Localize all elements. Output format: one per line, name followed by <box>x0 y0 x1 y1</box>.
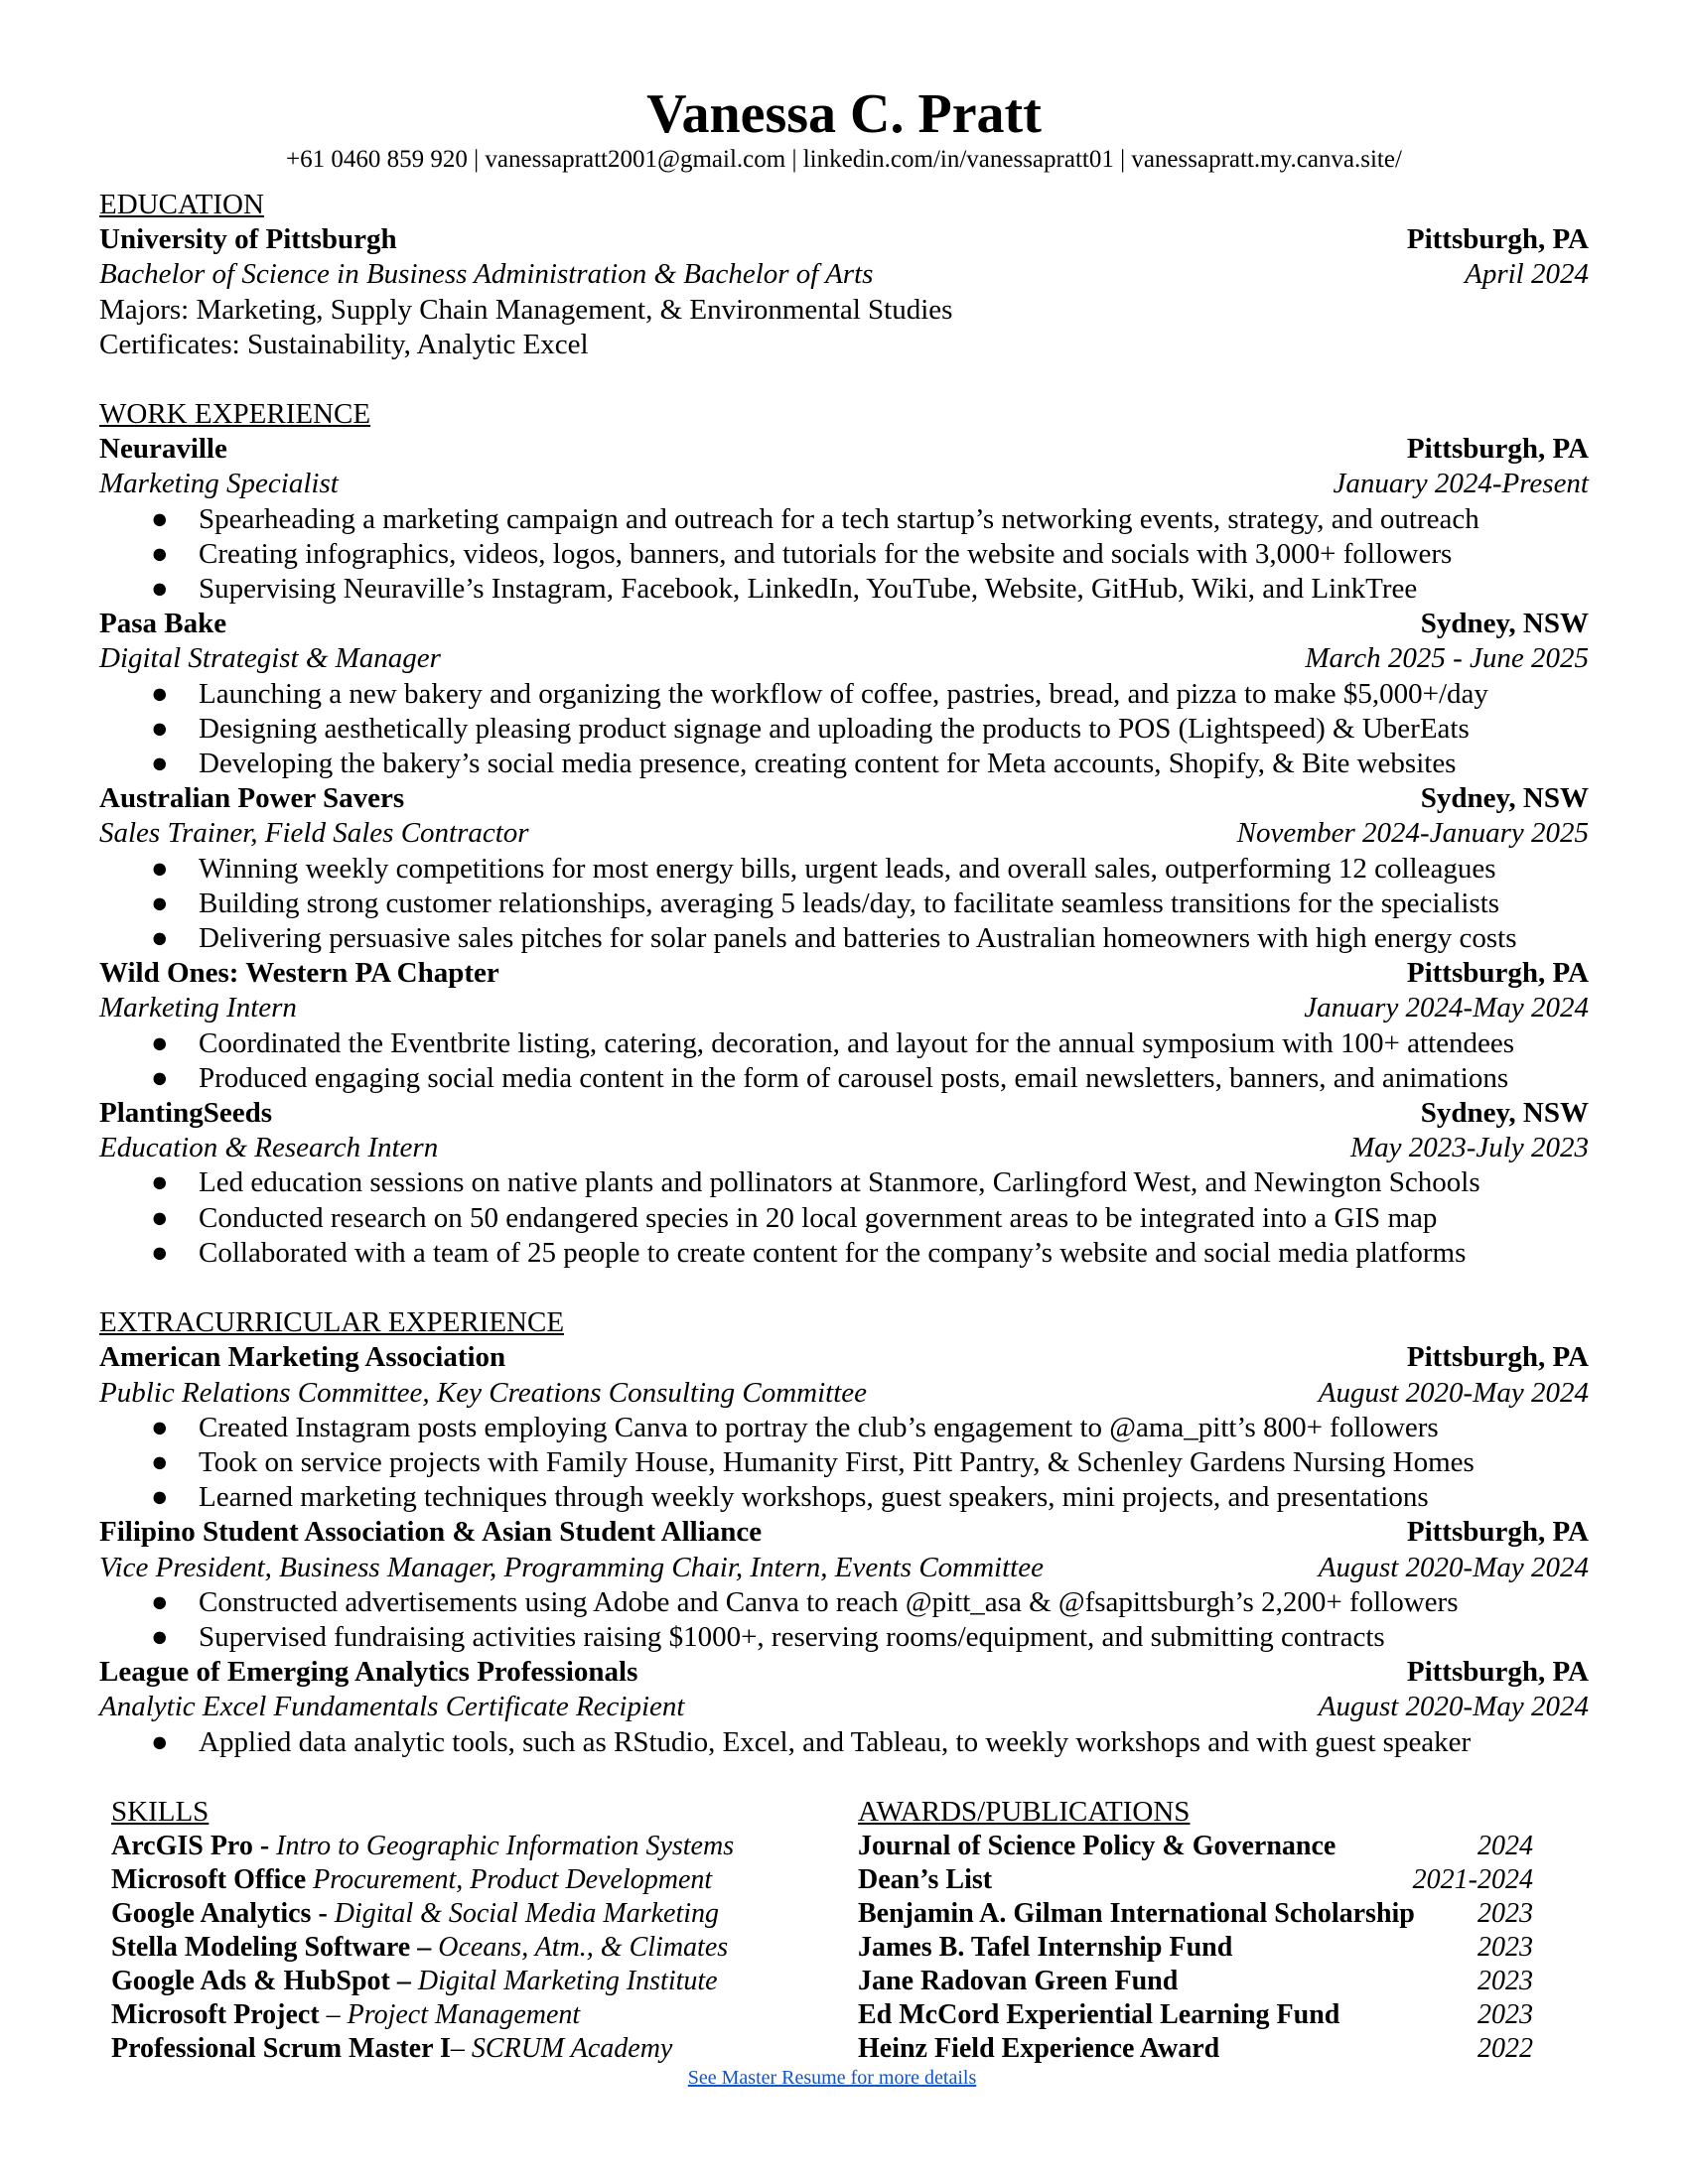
bullet-icon: ● <box>151 1166 169 1199</box>
school-location: Pittsburgh, PA <box>1406 223 1589 256</box>
bullet-text: Conducted research on 50 endangered species in 20 local government areas to be integrated into a GIS map <box>199 1201 1438 1234</box>
bullet-icon: ● <box>151 1026 169 1059</box>
education-org-row <box>99 222 1589 257</box>
bullet-text: Constructed advertisements using Adobe and Canva to reach @pitt_asa & @fsapittsburgh’s 2,200+ followers <box>199 1585 1459 1618</box>
school-name: University of Pittsburgh <box>99 223 397 256</box>
role-dates: August 2020-May 2024 <box>1318 1551 1589 1583</box>
candidate-name: Vanessa C. Pratt <box>646 83 1042 145</box>
entry-role-row <box>99 816 1589 851</box>
role-title: Digital Strategist & Manager <box>99 642 441 675</box>
entry-role-row <box>99 1551 1589 1585</box>
entry-role-row <box>99 991 1589 1025</box>
organization-name: American Marketing Association <box>99 1341 506 1374</box>
bullet-item <box>99 1026 1589 1061</box>
skill-item <box>111 1863 858 1897</box>
bullet-list <box>99 1026 1589 1096</box>
bullet-text: Produced engaging social media content in the form of carousel posts, email newsletters, banners, and animations <box>199 1061 1509 1094</box>
bullet-icon: ● <box>151 1725 169 1758</box>
section-spacer <box>99 362 1589 397</box>
bullet-item <box>99 1165 1589 1200</box>
bullet-text: Learned marketing techniques through weekly workshops, guest speakers, mini projects, and presentations <box>199 1481 1429 1514</box>
entry-org-row <box>99 1096 1589 1131</box>
bullet-icon: ● <box>151 1481 169 1514</box>
work-list <box>99 432 1589 1271</box>
education-degree-row <box>99 257 1589 292</box>
skill-name: Google Analytics - <box>111 1897 335 1929</box>
bullet-icon: ● <box>151 712 169 745</box>
section-spacer <box>99 1271 1589 1305</box>
extracurricular-list <box>99 1340 1589 1759</box>
bullet-item <box>99 747 1589 781</box>
award-item <box>858 1863 1563 1897</box>
bullet-icon: ● <box>151 748 169 780</box>
bullet-text: Took on service projects with Family House, Humanity First, Pitt Pantry, & Schenley Gardens Nursing Homes <box>199 1445 1475 1478</box>
award-name: Dean’s List <box>858 1863 993 1895</box>
skill-name: ArcGIS Pro - <box>111 1830 277 1861</box>
bullet-text: Created Instagram posts employing Canva to portray the club’s engagement to @ama_pitt’s 800+ followers <box>199 1411 1439 1443</box>
entry-role-row <box>99 1690 1589 1724</box>
entry-org-row <box>99 1340 1589 1375</box>
bullet-text: Collaborated with a team of 25 people to create content for the company’s website and social media platforms <box>199 1236 1467 1269</box>
bullet-item <box>99 502 1589 537</box>
role-dates: March 2025 - June 2025 <box>1305 642 1589 675</box>
work-heading: WORK EXPERIENCE <box>99 398 371 431</box>
skill-detail: Oceans, Atm., & Climates <box>438 1931 729 1963</box>
bullet-icon: ● <box>151 887 169 919</box>
skill-item <box>111 1965 858 1998</box>
bullet-text: Applied data analytic tools, such as RStudio, Excel, and Tableau, to weekly workshops and with guest speaker <box>199 1725 1472 1758</box>
entry-org-row <box>99 1515 1589 1550</box>
skill-item <box>111 1931 858 1965</box>
master-resume-link[interactable]: See Master Resume for more details <box>687 2066 977 2089</box>
skills-section <box>99 1795 858 2066</box>
skill-name: Stella Modeling Software – <box>111 1931 439 1963</box>
entry-org-row <box>99 781 1589 816</box>
awards-section <box>858 1795 1563 2066</box>
entry-role-row <box>99 1131 1589 1165</box>
skill-detail: Digital & Social Media Marketing <box>334 1897 720 1929</box>
bullet-text: Building strong customer relationships, averaging 5 leads/day, to facilitate seamless transitions for the specialists <box>199 887 1500 919</box>
entry-org-row <box>99 432 1589 467</box>
organization-location: Pittsburgh, PA <box>1406 433 1589 466</box>
award-year: 2023 <box>1477 1965 1533 1996</box>
bullet-list <box>99 1585 1589 1655</box>
awards-list <box>858 1830 1563 2066</box>
skill-name: Microsoft Office <box>111 1863 314 1895</box>
entry-org-row <box>99 607 1589 641</box>
role-title: Education & Research Intern <box>99 1132 439 1164</box>
skill-item <box>111 1998 858 2032</box>
bullet-icon: ● <box>151 1620 169 1653</box>
bullet-item <box>99 1725 1589 1760</box>
work-section <box>99 397 1589 1271</box>
degree: Bachelor of Science in Business Administration & Bachelor of Arts <box>99 258 874 291</box>
bullet-icon: ● <box>151 1585 169 1618</box>
skill-name: Google Ads & HubSpot – <box>111 1965 418 1996</box>
bullet-icon: ● <box>151 922 169 955</box>
award-name: Benjamin A. Gilman International Scholarship <box>858 1897 1415 1929</box>
award-year: 2023 <box>1477 1931 1533 1963</box>
bullet-text: Delivering persuasive sales pitches for solar panels and batteries to Australian homeowners with high energy costs <box>199 922 1517 955</box>
skills-list <box>111 1830 858 2066</box>
experience-entry <box>99 607 1589 781</box>
skill-detail: – SCRUM Academy <box>450 2032 673 2064</box>
organization-name: Filipino Student Association & Asian Student Alliance <box>99 1516 763 1549</box>
entry-role-row <box>99 467 1589 501</box>
bullet-icon: ● <box>151 1061 169 1094</box>
role-dates: May 2023-July 2023 <box>1350 1132 1589 1164</box>
organization-name: League of Emerging Analytics Professionals <box>99 1656 638 1689</box>
experience-entry <box>99 781 1589 956</box>
bullet-text: Supervised fundraising activities raising $1000+, reserving rooms/equipment, and submitting contracts <box>199 1620 1385 1653</box>
award-item <box>858 1830 1563 1863</box>
bullet-item <box>99 1201 1589 1236</box>
skill-item <box>111 1897 858 1931</box>
organization-name: Australian Power Savers <box>99 782 405 815</box>
award-year: 2023 <box>1477 1897 1533 1929</box>
role-dates: November 2024-January 2025 <box>1236 817 1589 850</box>
experience-entry <box>99 1655 1589 1760</box>
bullet-item <box>99 712 1589 747</box>
bullet-icon: ● <box>151 1201 169 1234</box>
organization-location: Pittsburgh, PA <box>1406 957 1589 990</box>
contact-line: +61 0460 859 920 | vanessapratt2001@gmail.com | linkedin.com/in/vanessapratt01 | vanessapratt.my.canva.site/ <box>286 146 1402 173</box>
bullet-icon: ● <box>151 1445 169 1478</box>
bullet-item <box>99 537 1589 572</box>
organization-location: Pittsburgh, PA <box>1406 1341 1589 1374</box>
award-year: 2024 <box>1477 1830 1533 1861</box>
bullet-text: Supervising Neuraville’s Instagram, Facebook, LinkedIn, YouTube, Website, GitHub, Wiki, and LinkTree <box>199 573 1418 606</box>
organization-name: Wild Ones: Western PA Chapter <box>99 957 499 990</box>
organization-location: Sydney, NSW <box>1420 782 1589 815</box>
role-title: Public Relations Committee, Key Creations Consulting Committee <box>99 1376 867 1409</box>
extracurricular-section <box>99 1305 1589 1760</box>
experience-entry <box>99 1515 1589 1655</box>
bullet-text: Creating infographics, videos, logos, banners, and tutorials for the website and socials with 3,000+ followers <box>199 537 1453 570</box>
award-name: Ed McCord Experiential Learning Fund <box>858 1998 1340 2030</box>
majors: Majors: Marketing, Supply Chain Management, & Environmental Studies <box>99 293 953 326</box>
graduation-date: April 2024 <box>1465 258 1589 291</box>
bullet-item <box>99 1236 1589 1271</box>
award-year: 2023 <box>1477 1998 1533 2030</box>
bullet-item <box>99 1411 1589 1445</box>
bullet-text: Designing aesthetically pleasing product signage and uploading the products to POS (Lightspeed) & UberEats <box>199 712 1470 745</box>
bullet-item <box>99 1620 1589 1655</box>
award-name: Heinz Field Experience Award <box>858 2032 1220 2064</box>
bullet-item <box>99 1061 1589 1096</box>
bullet-text: Coordinated the Eventbrite listing, catering, decoration, and layout for the annual symposium with 100+ attendees <box>199 1026 1515 1059</box>
certificates: Certificates: Sustainability, Analytic Excel <box>99 328 589 360</box>
bullet-text: Spearheading a marketing campaign and outreach for a tech startup’s networking events, strategy, and outreach <box>199 502 1479 535</box>
bullet-icon: ● <box>151 1236 169 1269</box>
bullet-list <box>99 677 1589 782</box>
bullet-text: Launching a new bakery and organizing the workflow of coffee, pastries, bread, and pizza to make $5,000+/day <box>199 677 1488 710</box>
award-name: Journal of Science Policy & Governance <box>858 1830 1336 1861</box>
skill-item <box>111 2032 858 2066</box>
bullet-text: Winning weekly competitions for most energy bills, urgent leads, and overall sales, outperforming 12 colleagues <box>199 852 1496 885</box>
skill-detail: – Project Management <box>326 1998 581 2030</box>
awards-heading: AWARDS/PUBLICATIONS <box>858 1795 1191 1828</box>
experience-entry <box>99 1340 1589 1515</box>
bullet-item <box>99 677 1589 712</box>
entry-org-row <box>99 956 1589 991</box>
organization-location: Sydney, NSW <box>1420 1097 1589 1130</box>
bullet-text: Developing the bakery’s social media presence, creating content for Meta accounts, Shopify, & Bite websites <box>199 748 1457 780</box>
organization-location: Pittsburgh, PA <box>1406 1656 1589 1689</box>
organization-location: Sydney, NSW <box>1420 608 1589 640</box>
role-title: Vice President, Business Manager, Programming Chair, Intern, Events Committee <box>99 1551 1044 1583</box>
bullet-item <box>99 572 1589 607</box>
bullet-list <box>99 1725 1589 1760</box>
skill-detail: Intro to Geographic Information Systems <box>276 1830 735 1861</box>
role-dates: August 2020-May 2024 <box>1318 1691 1589 1723</box>
award-name: Jane Radovan Green Fund <box>858 1965 1179 1996</box>
entry-role-row <box>99 1376 1589 1411</box>
skill-name: Professional Scrum Master I <box>111 2032 451 2064</box>
entry-org-row <box>99 1655 1589 1690</box>
bullet-icon: ● <box>151 852 169 885</box>
bullet-item <box>99 1480 1589 1515</box>
award-item <box>858 1965 1563 1998</box>
bullet-icon: ● <box>151 502 169 535</box>
bullet-icon: ● <box>151 1411 169 1443</box>
bullet-item <box>99 852 1589 887</box>
bullet-icon: ● <box>151 573 169 606</box>
award-year: 2021-2024 <box>1412 1863 1533 1895</box>
role-dates: January 2024-May 2024 <box>1304 992 1589 1024</box>
bullet-list <box>99 1165 1589 1271</box>
education-section <box>99 188 1589 362</box>
award-item <box>858 1897 1563 1931</box>
organization-name: Pasa Bake <box>99 608 227 640</box>
role-title: Sales Trainer, Field Sales Contractor <box>99 817 529 850</box>
bullet-icon: ● <box>151 537 169 570</box>
extracurricular-heading: EXTRACURRICULAR EXPERIENCE <box>99 1306 565 1339</box>
role-dates: January 2024-Present <box>1333 468 1589 500</box>
bullet-item <box>99 921 1589 956</box>
bullet-item <box>99 887 1589 921</box>
skill-detail: Digital Marketing Institute <box>417 1965 718 1996</box>
bullet-item <box>99 1445 1589 1480</box>
bullet-list <box>99 852 1589 957</box>
role-title: Analytic Excel Fundamentals Certificate Recipient <box>99 1691 685 1723</box>
organization-name: PlantingSeeds <box>99 1097 273 1130</box>
role-title: Marketing Intern <box>99 992 297 1024</box>
entry-role-row <box>99 641 1589 676</box>
skills-awards-block <box>99 1795 1589 2066</box>
organization-location: Pittsburgh, PA <box>1406 1516 1589 1549</box>
award-item <box>858 1931 1563 1965</box>
experience-entry <box>99 432 1589 607</box>
bullet-text: Led education sessions on native plants and pollinators at Stanmore, Carlingford West, and Newington Schools <box>199 1166 1480 1199</box>
bullet-list <box>99 1411 1589 1516</box>
experience-entry <box>99 956 1589 1096</box>
award-item <box>858 2032 1563 2066</box>
role-dates: August 2020-May 2024 <box>1318 1376 1589 1409</box>
resume-page <box>99 84 1589 2090</box>
award-year: 2022 <box>1477 2032 1533 2064</box>
skills-heading: SKILLS <box>111 1795 210 1828</box>
bullet-list <box>99 502 1589 608</box>
bullet-icon: ● <box>151 677 169 710</box>
award-name: James B. Tafel Internship Fund <box>858 1931 1233 1963</box>
skill-detail: Procurement, Product Development <box>313 1863 713 1895</box>
role-title: Marketing Specialist <box>99 468 339 500</box>
skill-item <box>111 1830 858 1863</box>
experience-entry <box>99 1096 1589 1271</box>
organization-name: Neuraville <box>99 433 227 466</box>
bullet-item <box>99 1585 1589 1620</box>
education-heading: EDUCATION <box>99 189 264 220</box>
skill-name: Microsoft Project <box>111 1998 327 2030</box>
award-item <box>858 1998 1563 2032</box>
